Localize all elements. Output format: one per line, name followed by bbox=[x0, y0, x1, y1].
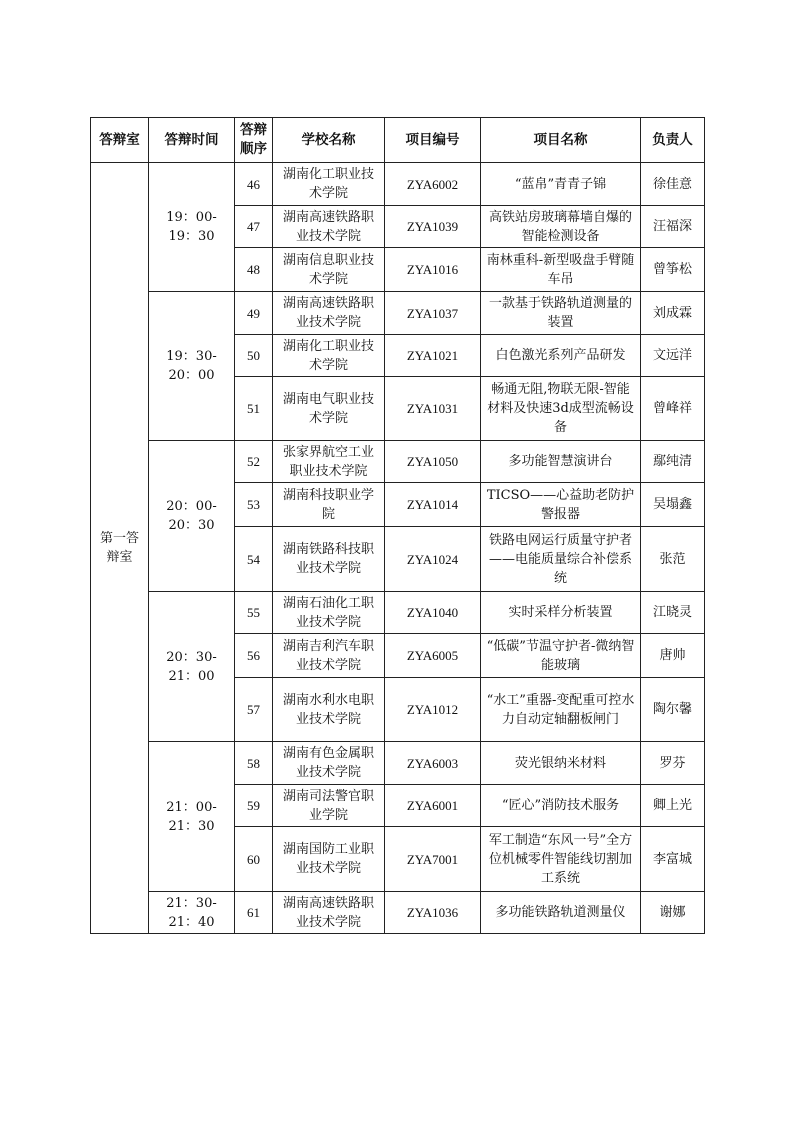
leader-cell: 江晓灵 bbox=[641, 592, 705, 634]
leader-cell: 曾筝松 bbox=[641, 248, 705, 292]
header-code: 项目编号 bbox=[385, 118, 481, 163]
leader-cell: 谢娜 bbox=[641, 892, 705, 934]
header-project: 项目名称 bbox=[481, 118, 641, 163]
schedule-table bbox=[90, 117, 705, 934]
school-cell: 湖南高速铁路职业技术学院 bbox=[273, 206, 385, 248]
project-cell: 畅通无阻,物联无限-智能材料及快速3d成型流畅设备 bbox=[481, 377, 641, 441]
order-cell: 49 bbox=[235, 292, 273, 335]
school-cell: 湖南电气职业技术学院 bbox=[273, 377, 385, 441]
school-cell: 湖南司法警官职业学院 bbox=[273, 785, 385, 827]
table-row bbox=[91, 163, 705, 206]
project-cell: “水工”重器-变配重可控水力自动定轴翻板闸门 bbox=[481, 678, 641, 742]
school-cell: 湖南高速铁路职业技术学院 bbox=[273, 892, 385, 934]
table-row bbox=[91, 892, 705, 934]
project-cell: TICSO——心益助老防护警报器 bbox=[481, 483, 641, 527]
school-cell: 湖南国防工业职业技术学院 bbox=[273, 827, 385, 892]
leader-cell: 罗芬 bbox=[641, 742, 705, 785]
code-cell: ZYA1031 bbox=[385, 377, 481, 441]
header-order: 答辩顺序 bbox=[235, 118, 273, 163]
order-cell: 54 bbox=[235, 527, 273, 592]
code-cell: ZYA7001 bbox=[385, 827, 481, 892]
code-cell: ZYA1012 bbox=[385, 678, 481, 742]
leader-cell: 鄢纯清 bbox=[641, 441, 705, 483]
header-row bbox=[91, 118, 705, 163]
school-cell: 湖南高速铁路职业技术学院 bbox=[273, 292, 385, 335]
project-cell: “蓝帛”青青子锦 bbox=[481, 163, 641, 206]
time-slot-cell: 19：30-20：00 bbox=[149, 292, 235, 441]
order-cell: 53 bbox=[235, 483, 273, 527]
project-cell: 实时采样分析装置 bbox=[481, 592, 641, 634]
order-cell: 51 bbox=[235, 377, 273, 441]
code-cell: ZYA1039 bbox=[385, 206, 481, 248]
project-cell: “匠心”消防技术服务 bbox=[481, 785, 641, 827]
school-cell: 湖南吉利汽车职业技术学院 bbox=[273, 634, 385, 678]
table-row bbox=[91, 441, 705, 483]
school-cell: 张家界航空工业职业技术学院 bbox=[273, 441, 385, 483]
leader-cell: 唐帅 bbox=[641, 634, 705, 678]
code-cell: ZYA1036 bbox=[385, 892, 481, 934]
code-cell: ZYA1037 bbox=[385, 292, 481, 335]
code-cell: ZYA6003 bbox=[385, 742, 481, 785]
order-cell: 61 bbox=[235, 892, 273, 934]
project-cell: 多功能铁路轨道测量仪 bbox=[481, 892, 641, 934]
project-cell: 多功能智慧演讲台 bbox=[481, 441, 641, 483]
leader-cell: 曾峰祥 bbox=[641, 377, 705, 441]
header-leader: 负责人 bbox=[641, 118, 705, 163]
project-cell: 白色激光系列产品研发 bbox=[481, 335, 641, 377]
time-slot-cell: 21：00-21：30 bbox=[149, 742, 235, 892]
project-cell: 军工制造“东风一号”全方位机械零件智能线切割加工系统 bbox=[481, 827, 641, 892]
time-slot-cell: 20：30-21：00 bbox=[149, 592, 235, 742]
order-cell: 57 bbox=[235, 678, 273, 742]
project-cell: 高铁站房玻璃幕墙自爆的智能检测设备 bbox=[481, 206, 641, 248]
school-cell: 湖南信息职业技术学院 bbox=[273, 248, 385, 292]
order-cell: 48 bbox=[235, 248, 273, 292]
project-cell: 南林重科-新型吸盘手臂随车吊 bbox=[481, 248, 641, 292]
table-row bbox=[91, 292, 705, 335]
code-cell: ZYA1021 bbox=[385, 335, 481, 377]
code-cell: ZYA1014 bbox=[385, 483, 481, 527]
project-cell: 荧光银纳米材料 bbox=[481, 742, 641, 785]
leader-cell: 卿上光 bbox=[641, 785, 705, 827]
time-slot-cell: 19：00-19：30 bbox=[149, 163, 235, 292]
code-cell: ZYA1040 bbox=[385, 592, 481, 634]
school-cell: 湖南水利水电职业技术学院 bbox=[273, 678, 385, 742]
leader-cell: 李富城 bbox=[641, 827, 705, 892]
order-cell: 52 bbox=[235, 441, 273, 483]
school-cell: 湖南科技职业学院 bbox=[273, 483, 385, 527]
code-cell: ZYA6005 bbox=[385, 634, 481, 678]
project-cell: “低碳”节温守护者-微纳智能玻璃 bbox=[481, 634, 641, 678]
leader-cell: 文远洋 bbox=[641, 335, 705, 377]
code-cell: ZYA6001 bbox=[385, 785, 481, 827]
leader-cell: 张范 bbox=[641, 527, 705, 592]
code-cell: ZYA6002 bbox=[385, 163, 481, 206]
order-cell: 60 bbox=[235, 827, 273, 892]
table-row bbox=[91, 592, 705, 634]
order-cell: 50 bbox=[235, 335, 273, 377]
school-cell: 湖南铁路科技职业技术学院 bbox=[273, 527, 385, 592]
code-cell: ZYA1016 bbox=[385, 248, 481, 292]
room-cell: 第一答辩室 bbox=[91, 163, 149, 934]
code-cell: ZYA1050 bbox=[385, 441, 481, 483]
time-slot-cell: 21：30-21：40 bbox=[149, 892, 235, 934]
leader-cell: 吴塌鑫 bbox=[641, 483, 705, 527]
code-cell: ZYA1024 bbox=[385, 527, 481, 592]
project-cell: 一款基于铁路轨道测量的装置 bbox=[481, 292, 641, 335]
school-cell: 湖南石油化工职业技术学院 bbox=[273, 592, 385, 634]
leader-cell: 徐佳意 bbox=[641, 163, 705, 206]
school-cell: 湖南化工职业技术学院 bbox=[273, 335, 385, 377]
school-cell: 湖南化工职业技术学院 bbox=[273, 163, 385, 206]
leader-cell: 刘成霖 bbox=[641, 292, 705, 335]
header-school: 学校名称 bbox=[273, 118, 385, 163]
header-time: 答辩时间 bbox=[149, 118, 235, 163]
order-cell: 56 bbox=[235, 634, 273, 678]
time-slot-cell: 20：00-20：30 bbox=[149, 441, 235, 592]
project-cell: 铁路电网运行质量守护者——电能质量综合补偿系统 bbox=[481, 527, 641, 592]
school-cell: 湖南有色金属职业技术学院 bbox=[273, 742, 385, 785]
order-cell: 59 bbox=[235, 785, 273, 827]
header-room: 答辩室 bbox=[91, 118, 149, 163]
leader-cell: 汪福深 bbox=[641, 206, 705, 248]
leader-cell: 陶尔馨 bbox=[641, 678, 705, 742]
order-cell: 47 bbox=[235, 206, 273, 248]
order-cell: 58 bbox=[235, 742, 273, 785]
order-cell: 46 bbox=[235, 163, 273, 206]
order-cell: 55 bbox=[235, 592, 273, 634]
table-row bbox=[91, 742, 705, 785]
